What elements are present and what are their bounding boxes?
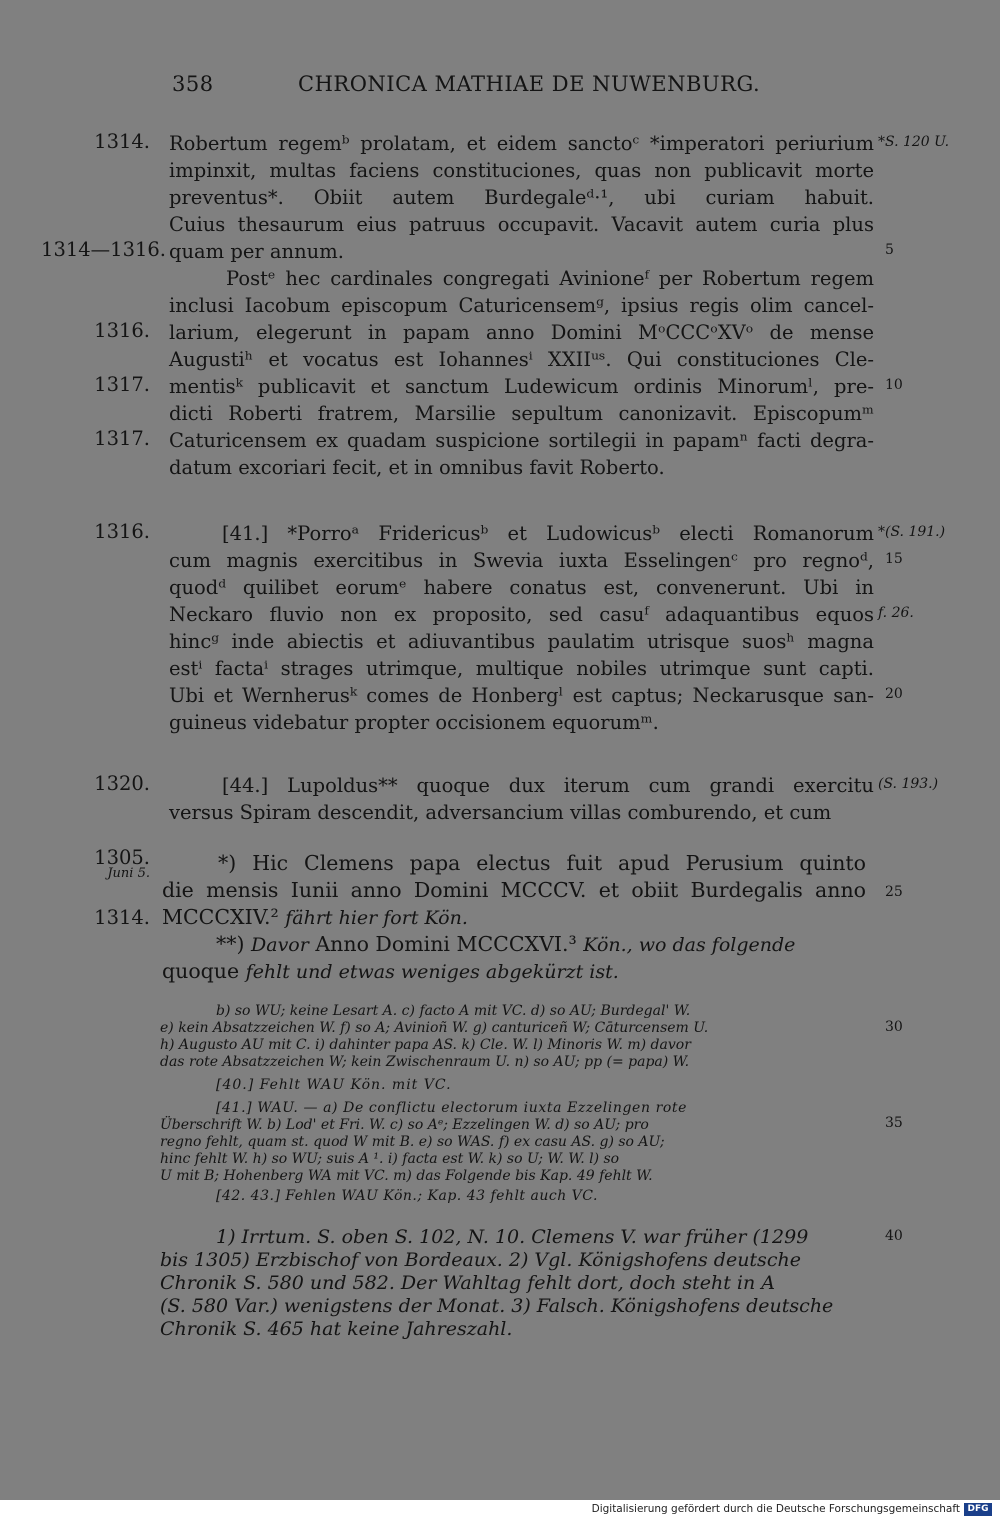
footnote-line: *) Hic Clemens papa electus fuit apud Perusium quinto	[218, 851, 866, 875]
apparatus-line: b) so WU; keine Lesart A. c) facto A mit VC. d) so AU; Burdegal' W.	[216, 1003, 691, 1019]
note-line: (S. 580 Var.) wenigstens der Monat. 3) Falsch. Königshofens deutsche	[160, 1295, 834, 1317]
text-line: inclusi Iacobum episcopum Caturicensemᵍ, ipsius regis olim cancel-	[169, 294, 874, 317]
line-number: 20	[885, 686, 903, 702]
text-line: Postᵉ hec cardinales congregati Avinioneᶠ per Robertum regem	[226, 267, 874, 290]
margin-year: 1314—1316.	[41, 238, 166, 261]
line-number: 15	[885, 551, 903, 567]
text-line: Augustiʰ et vocatus est Iohannesⁱ XXIIᵘˢ. Qui constituciones Cle-	[169, 348, 874, 371]
footnote-text: quoque	[162, 959, 246, 983]
text-line: Robertum regemᵇ prolatam, et eidem sanctoᶜ *imperatori periurium	[169, 132, 874, 155]
apparatus-line: U mit B; Hohenberg WA mit VC. m) das Folgende bis Kap. 49 fehlt W.	[160, 1168, 653, 1184]
apparatus-line: regno fehlt, quam st. quod W mit B. e) so WAS. f) ex casu AS. g) so AU;	[160, 1134, 665, 1150]
footnote-text-italic: fehlt und etwas weniges abgekürzt ist.	[245, 961, 619, 983]
text-line: larium, elegerunt in papam anno Domini MᵒCCCᵒXVᵒ de mense	[169, 321, 874, 344]
apparatus-line: hinc fehlt W. h) so WU; suis A ¹. i) facta est W. k) so U; W. W. l) so	[160, 1151, 620, 1167]
margin-year: 1320.	[94, 772, 150, 795]
text-line: Cuius thesaurum eius patruus occupavit. Vacavit autem curia plus	[169, 213, 874, 236]
footnote-text-italic: Kön., wo das folgende	[583, 934, 796, 956]
line-number: 25	[885, 884, 903, 900]
note-line: Chronik S. 465 hat keine Jahreszahl.	[160, 1318, 513, 1340]
text-line: quodᵈ quilibet eorumᵉ habere conatus est, convenerunt. Ubi in	[169, 576, 874, 599]
apparatus-line: e) kein Absatzzeichen W. f) so A; Avinioñ W. g) canturiceñ W; Cāturcensem U.	[160, 1020, 709, 1036]
text-line: quam per annum.	[169, 240, 344, 263]
note-line: bis 1305) Erzbischof von Bordeaux. 2) Vgl. Königshofens deutsche	[160, 1249, 801, 1271]
note-line: Chronik S. 580 und 582. Der Wahltag fehlt dort, doch steht in A	[160, 1272, 775, 1294]
text-line: estⁱ factaⁱ strages utrimque, multique nobiles utrimque sunt capti.	[169, 657, 874, 680]
footnote-line	[162, 958, 867, 986]
apparatus-line: Überschrift W. b) Lod' et Fri. W. c) so Aᵉ; Ezzelingen W. d) so AU; pro	[160, 1117, 649, 1133]
margin-year: 1316.	[94, 520, 150, 543]
apparatus-line: [42. 43.] Fehlen WAU Kön.; Kap. 43 fehlt auch VC.	[216, 1188, 598, 1204]
footnote-text: MCCCXIV.²	[162, 905, 279, 929]
running-title: CHRONICA MATHIAE DE NUWENBURG.	[298, 72, 761, 96]
footnote-line: die mensis Iunii anno Domini MCCCV. et obiit Burdegalis anno	[162, 878, 866, 902]
footnote-text-italic: Davor	[251, 934, 309, 956]
footnote-line	[216, 931, 866, 959]
text-line: Ubi et Wernherusᵏ comes de Honbergˡ est captus; Neckarusque san-	[169, 684, 874, 707]
page-number: 358	[172, 72, 214, 96]
text-line: Caturicensem ex quadam suspicione sortilegii in papamⁿ facti degra-	[169, 429, 874, 452]
dfg-logo: DFG	[964, 1503, 992, 1516]
text-line: datum excoriari fecit, et in omnibus favit Roberto.	[169, 456, 665, 479]
text-line: preventus*. Obiit autem Burdegaleᵈ·¹, ubi curiam habuit.	[169, 186, 874, 209]
margin-year: 1305.	[94, 846, 150, 869]
text-line: impinxit, multas faciens constituciones, quas non publicavit morte	[169, 159, 874, 182]
note-line: 1) Irrtum. S. oben S. 102, N. 10. Clemens V. war früher (1299	[216, 1226, 809, 1248]
margin-year: 1317.	[94, 373, 150, 396]
funding-credit: Digitalisierung gefördert durch die Deutsche Forschungsgemeinschaft	[591, 1503, 960, 1515]
margin-year: 1314.	[94, 906, 150, 929]
line-number: 5	[885, 242, 894, 258]
margin-reference: *S. 120 U.	[878, 134, 950, 150]
apparatus-line: [41.] WAU. — a) De conflictu electorum iuxta Ezzelingen rote	[216, 1100, 688, 1116]
footnote-text-italic: fährt hier fort Kön.	[285, 907, 468, 929]
margin-reference: (S. 193.)	[878, 776, 939, 792]
line-number: 40	[885, 1228, 903, 1244]
text-line: versus Spiram descendit, adversancium villas comburendo, et cum	[169, 801, 832, 824]
line-number: 30	[885, 1019, 903, 1035]
footnote-text: **)	[216, 932, 252, 956]
margin-year: 1317.	[94, 427, 150, 450]
apparatus-line: [40.] Fehlt WAU Kön. mit VC.	[216, 1077, 452, 1093]
text-line: mentisᵏ publicavit et sanctum Ludewicum ordinis Minorumˡ, pre-	[169, 375, 874, 398]
footnote-line	[162, 904, 867, 932]
text-line: [44.] Lupoldus** quoque dux iterum cum grandi exercitu	[222, 774, 874, 797]
apparatus-line: h) Augusto AU mit C. i) dahinter papa AS. k) Cle. W. l) Minoris W. m) davor	[160, 1037, 691, 1053]
line-number: 10	[885, 377, 903, 393]
text-line: cum magnis exercitibus in Swevia iuxta Esselingenᶜ pro regnoᵈ,	[169, 549, 874, 572]
text-line: guineus videbatur propter occisionem equorumᵐ.	[169, 711, 659, 734]
margin-year: 1316.	[94, 319, 150, 342]
text-line: dicti Roberti fratrem, Marsilie sepultum canonizavit. Episcopumᵐ	[169, 402, 874, 425]
margin-date: Juni 5.	[107, 866, 150, 881]
text-line: Neckaro fluvio non ex proposito, sed casuᶠ adaquantibus equos	[169, 603, 874, 626]
text-line: hincᵍ inde abiectis et adiuvantibus paulatim utrisque suosʰ magna	[169, 630, 874, 653]
margin-reference: *(S. 191.)	[878, 524, 946, 540]
apparatus-line: das rote Absatzzeichen W; kein Zwischenraum U. n) so AU; pp (= papa) W.	[160, 1054, 690, 1070]
line-number: 35	[885, 1115, 903, 1131]
margin-reference: f. 26.	[878, 605, 914, 621]
margin-year: 1314.	[94, 130, 150, 153]
text-line: [41.] *Porroᵃ Fridericusᵇ et Ludowicusᵇ electi Romanorum	[222, 522, 874, 545]
footnote-text: Anno Domini MCCCXVI.³	[308, 932, 584, 956]
